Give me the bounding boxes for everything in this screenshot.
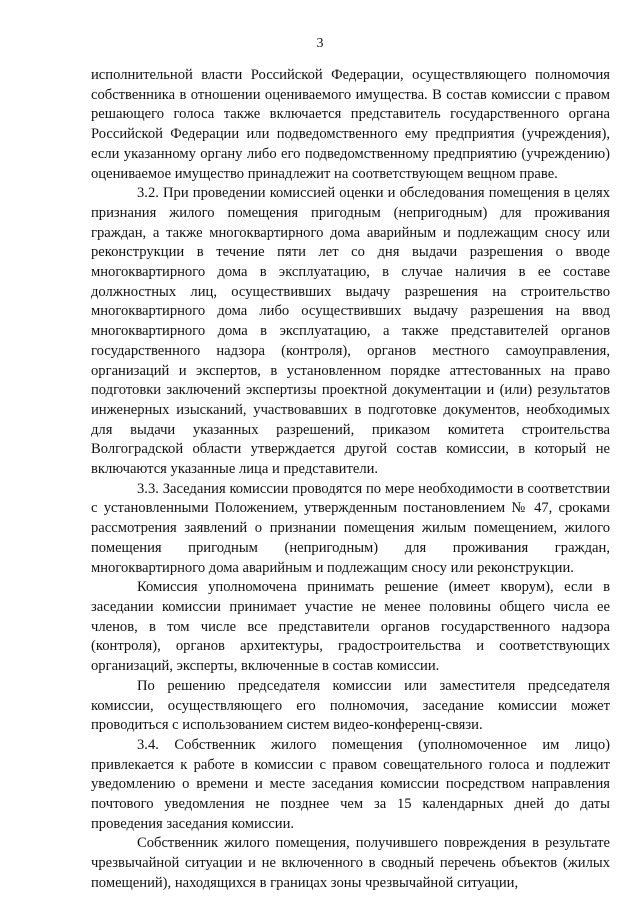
paragraph-quorum: Комиссия уполномочена принимать решение (имеет кворум), если в заседании комиссии принимает участие не менее половины общего числа ее членов, в том числе все представители органов государственного надзора (контроля), органов архитектуры, градостроительства и соответствующих организаций, эксперты, включенные в состав комиссии.: [91, 579, 610, 675]
paragraph-continuation: исполнительной власти Российской Федерации, осуществляющего полномочия собственника в отношении оцениваемого имущества. В состав комиссии с правом решающего голоса также включается представитель государственного органа Российской Федерации или подведомственного ему предприятия (учреждения), если указанному органу либо его подведомственному предприятию (учреждению) оцениваемое имущество принадлежит на соответствующем вещном праве.: [91, 67, 610, 182]
document-body: [91, 66, 610, 894]
page-number: 3: [316, 36, 324, 51]
paragraph-video-conference: По решению председателя комиссии или заместителя председателя комиссии, осуществляющего его полномочия, заседание комиссии может проводиться с использованием систем видео-конференц-связи.: [91, 677, 610, 734]
paragraph-3-2: 3.2. При проведении комиссией оценки и обследования помещения в целях признания жилого помещения пригодным (непригодным) для проживания граждан, а также многоквартирного дома аварийным и подлежащим сносу или реконструкции в течение пяти лет со дня выдачи разрешения о вводе многоквартирного дома в эксплуатацию, в случае наличия в ее составе должностных лиц, осуществивших выдачу разрешения на строительство многоквартирного дома либо осуществивших выдачу разрешения на ввод многоквартирного дома в эксплуатацию, а также представителей органов государственного надзора (контроля), органов местного самоуправления, организаций и экспертов, в установленном порядке аттестованных на право подготовки заключений экспертизы проектной документации и (или) результатов инженерных изысканий, участвовавших в подготовке документов, необходимых для выдачи указанных разрешений, приказом комитета строительства Волгоградской области утверждается другой состав комиссии, в который не включаются указанные лица и представители.: [91, 185, 610, 478]
paragraph-3-4: 3.4. Собственник жилого помещения (уполномоченное им лицо) привлекается к работе в комиссии с правом совещательного голоса и подлежит уведомлению о времени и месте заседания комиссии посредством направления почтового уведомления не позднее чем за 15 календарных дней до даты проведения заседания комиссии.: [91, 736, 610, 832]
paragraph-3-3: 3.3. Заседания комиссии проводятся по мере необходимости в соответствии с установленными Положением, утвержденным постановлением № 47, сроками рассмотрения заявлений о признании помещения жилым помещением, жилого помещения пригодным (непригодным) для проживания граждан, многоквартирного дома аварийным и подлежащим сносу или реконструкции.: [91, 480, 610, 576]
paragraph-owner-emergency: Собственник жилого помещения, получившего повреждения в результате чрезвычайной ситуации и не включенного в сводный перечень объектов (жилых помещений), находящихся в границах зоны чрезвычайной ситуации,: [91, 835, 610, 891]
